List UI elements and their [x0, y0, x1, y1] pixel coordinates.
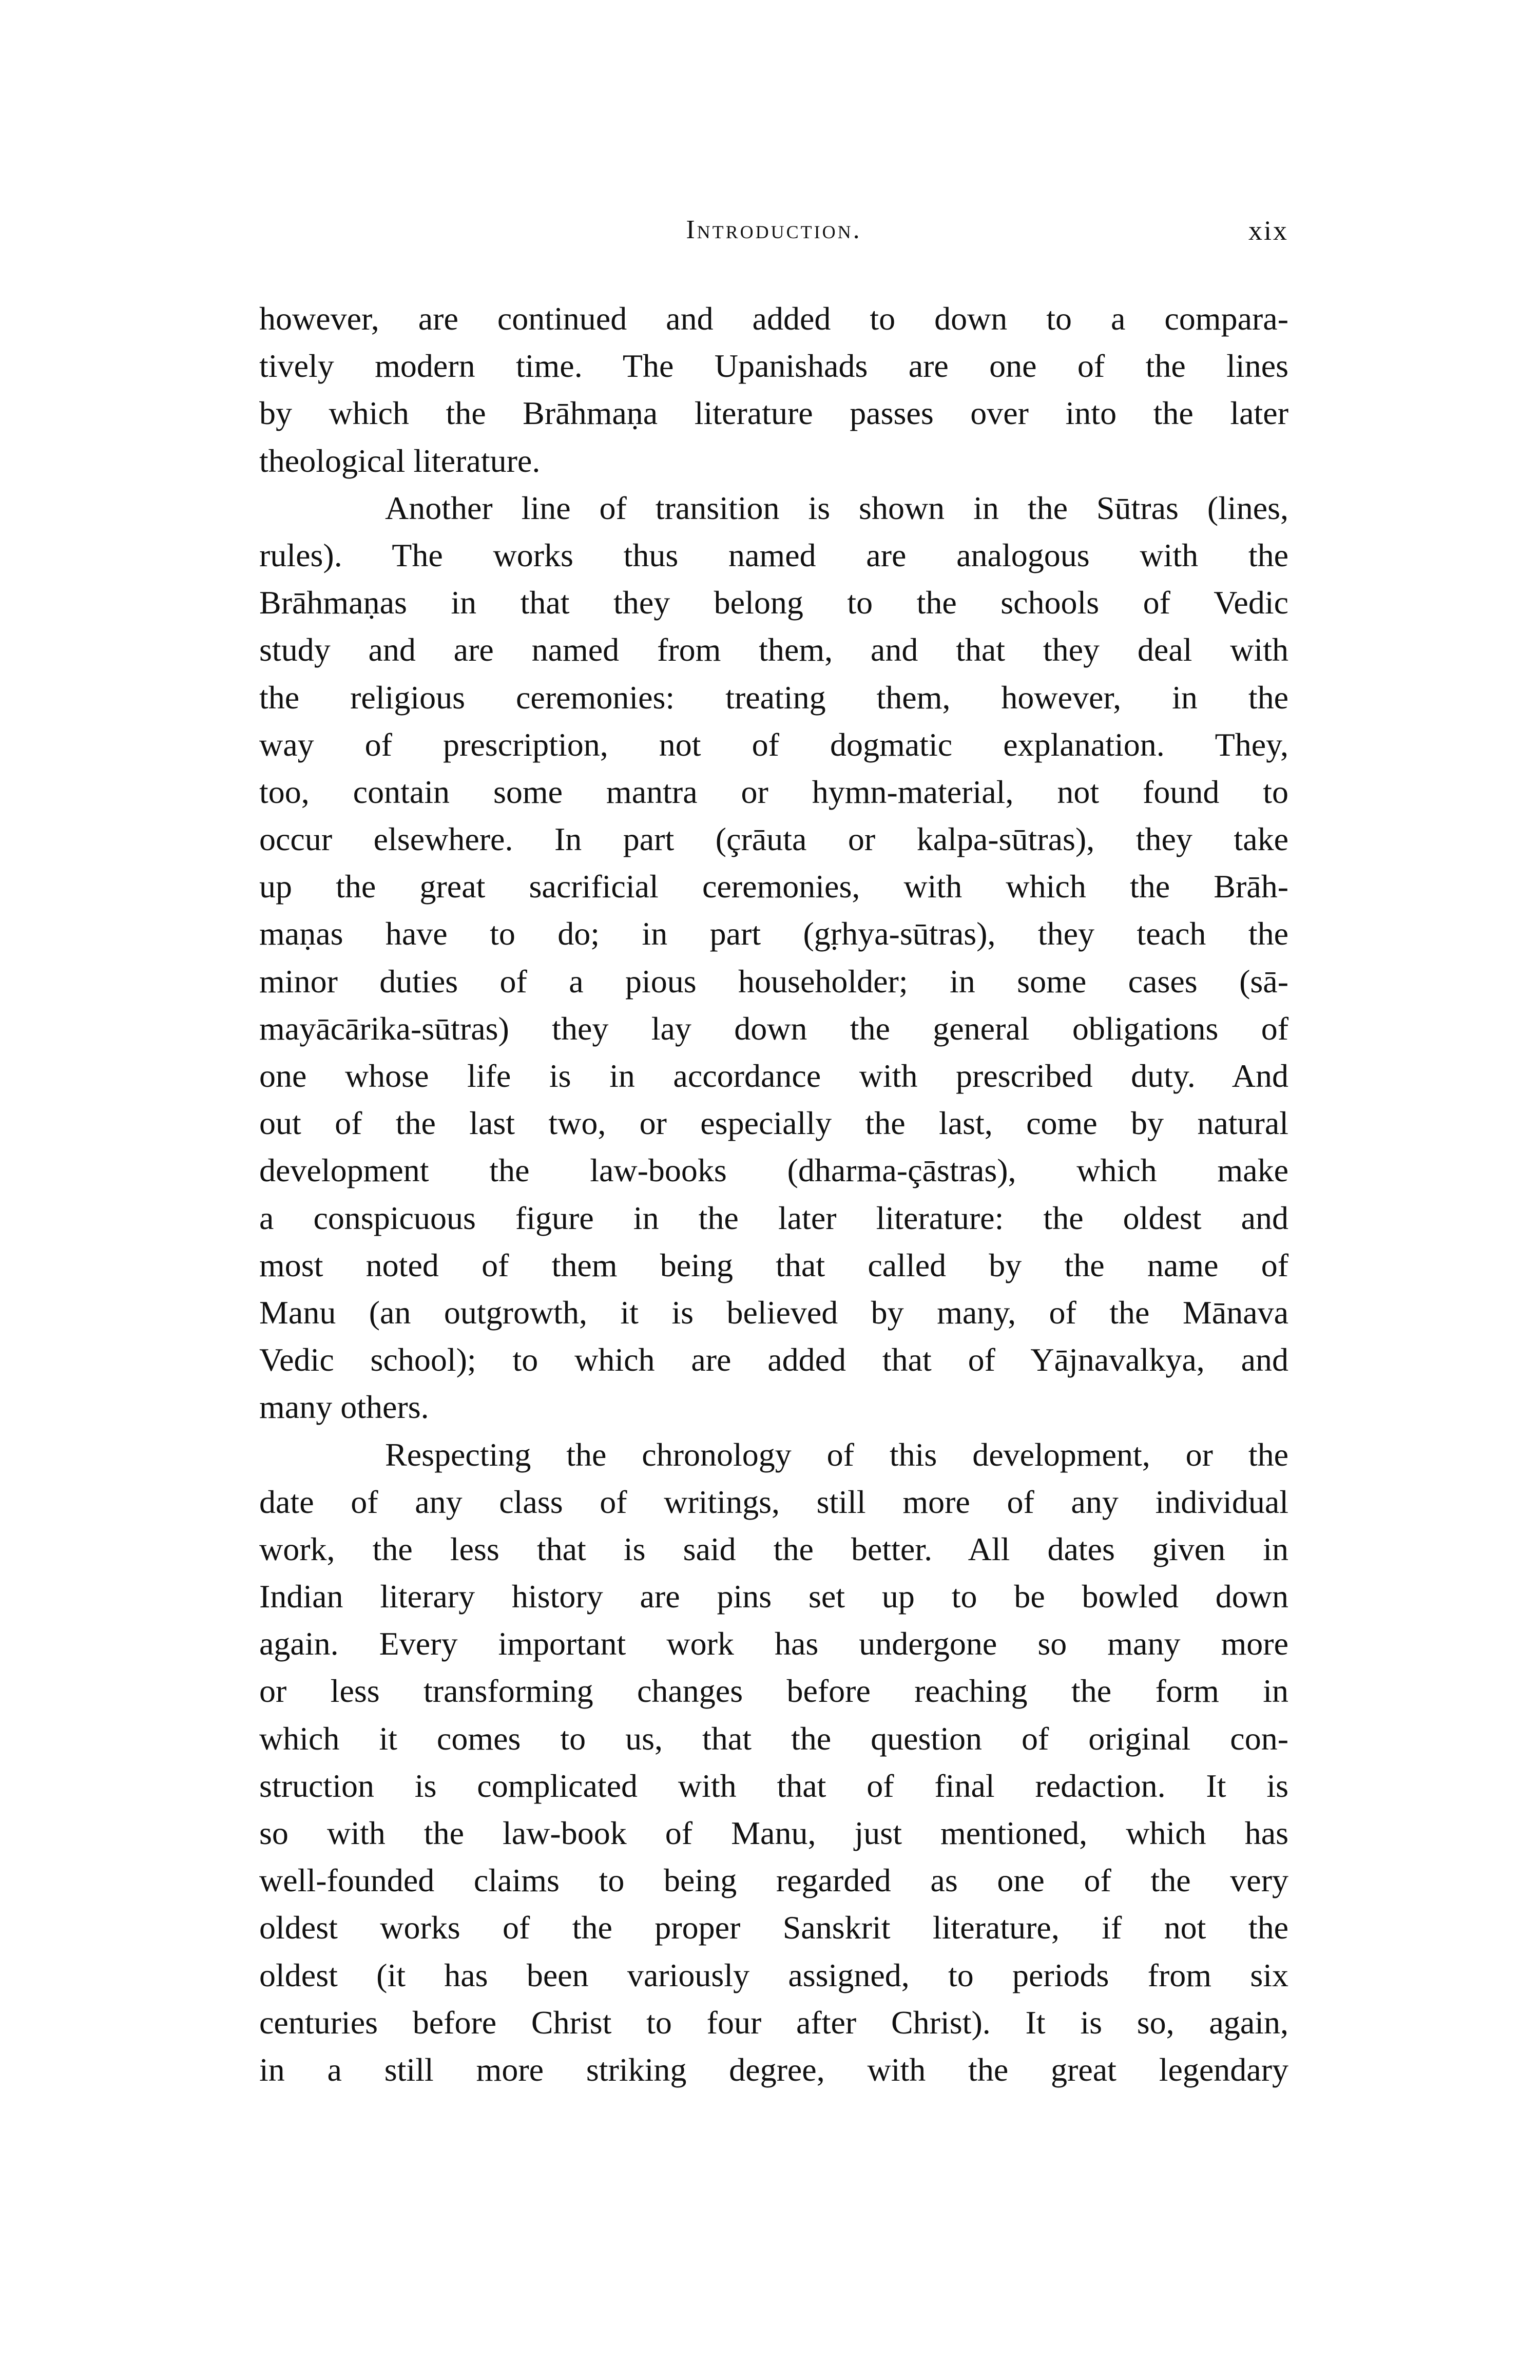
text-line: in a still more striking degree, with the great legendary	[259, 2051, 1288, 2088]
text-line: well-founded claims to being regarded as one of the very	[259, 1862, 1288, 1899]
text-line: out of the last two, or especially the last, come by natural	[259, 1105, 1288, 1142]
text-line: study and are named from them, and that they deal with	[259, 631, 1288, 668]
text-line: tively modern time. The Upanishads are one of the lines	[259, 348, 1288, 385]
text-line: work, the less that is said the better. All dates given in	[259, 1530, 1288, 1567]
text-line: development the law-books (dharma-çāstras), which make	[259, 1152, 1288, 1189]
text-line: one whose life is in accordance with prescribed duty. And	[259, 1058, 1288, 1094]
text-line: however, are continued and added to down to a compara-	[259, 300, 1288, 337]
page-number: xix	[1248, 215, 1288, 246]
text-line: again. Every important work has undergone so many more	[259, 1625, 1288, 1662]
text-line: a conspicuous figure in the later literature: the oldest and	[259, 1199, 1288, 1236]
text-line: oldest (it has been variously assigned, to periods from six	[259, 1956, 1288, 1993]
text-line: struction is complicated with that of final redaction. It is	[259, 1767, 1288, 1804]
text-line: Brāhmaṇas in that they belong to the schools of Vedic	[259, 584, 1288, 621]
text-line: or less transforming changes before reaching the form in	[259, 1673, 1288, 1710]
text-line: way of prescription, not of dogmatic explanation. They,	[259, 726, 1288, 763]
text-line: by which the Brāhmaṇa literature passes over into the later	[259, 395, 1288, 432]
text-line: minor duties of a pious householder; in some cases (sā-	[259, 963, 1288, 1000]
text-line: many others.	[259, 1389, 429, 1426]
text-line: the religious ceremonies: treating them, however, in the	[259, 679, 1288, 716]
text-line: Indian literary history are pins set up to be bowled down	[259, 1578, 1288, 1615]
text-line: too, contain some mantra or hymn-material, not found to	[259, 773, 1288, 810]
text-line: date of any class of writings, still more of any individual	[259, 1483, 1288, 1520]
text-line: up the great sacrificial ceremonies, with which the Brāh-	[259, 868, 1288, 905]
text-line: centuries before Christ to four after Christ). It is so, again,	[259, 2004, 1288, 2041]
text-line: Manu (an outgrowth, it is believed by many, of the Mānava	[259, 1294, 1288, 1331]
text-line: rules). The works thus named are analogous with the	[259, 536, 1288, 573]
text-line: mayācārika-sūtras) they lay down the general obligations of	[259, 1010, 1288, 1047]
text-line: Vedic school); to which are added that of Yājnavalkya, and	[259, 1341, 1288, 1378]
running-title: Introduction.	[686, 215, 862, 244]
text-line: maṇas have to do; in part (gṛhya-sūtras), they teach the	[259, 915, 1288, 952]
text-line: oldest works of the proper Sanskrit literature, if not the	[259, 1909, 1288, 1946]
running-head	[259, 215, 1288, 251]
text-line: most noted of them being that called by the name of	[259, 1246, 1288, 1283]
text-line: Another line of transition is shown in the Sūtras (lines,	[385, 489, 1288, 526]
body-text	[259, 295, 1288, 2094]
text-line: occur elsewhere. In part (çrāuta or kalpa-sūtras), they take	[259, 821, 1288, 858]
text-line: which it comes to us, that the question of original con-	[259, 1720, 1288, 1757]
text-line: so with the law-book of Manu, just mentioned, which has	[259, 1815, 1288, 1851]
text-line: Respecting the chronology of this development, or the	[385, 1436, 1288, 1473]
text-line: theological literature.	[259, 442, 541, 479]
